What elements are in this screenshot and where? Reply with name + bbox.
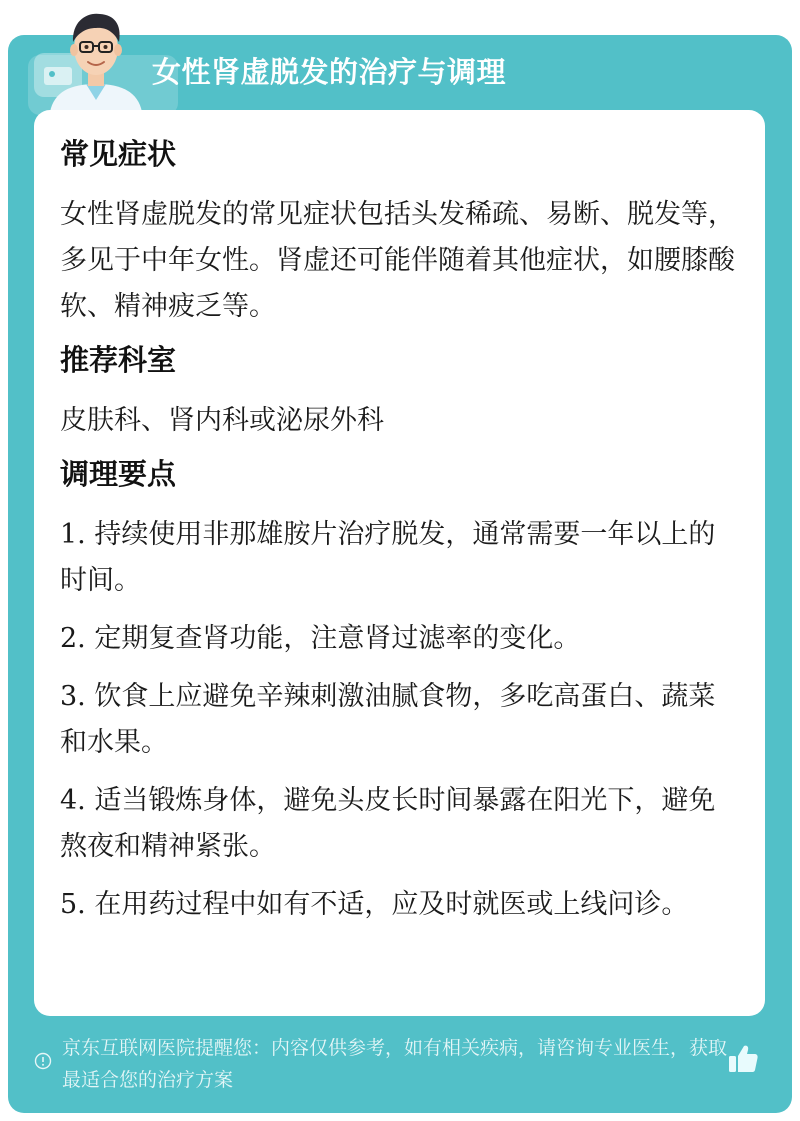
page-title: 女性肾虚脱发的治疗与调理 xyxy=(152,55,507,89)
list-item-number: 1. xyxy=(60,519,86,550)
symptoms-text: 女性肾虚脱发的常见症状包括头发稀疏、易断、脱发等，多见于中年女性。肾虚还可能伴随着其他症状，如腰膝酸软、精神疲乏等。 xyxy=(60,199,735,322)
list-item xyxy=(60,616,740,662)
info-icon xyxy=(34,1052,52,1070)
content-card xyxy=(34,110,765,1016)
list-item-number: 4. xyxy=(60,785,86,816)
list-item-number: 5. xyxy=(60,889,86,920)
list-item-text: 定期复查肾功能，注意肾过滤率的变化。 xyxy=(94,623,581,654)
department-text: 皮肤科、肾内科或泌尿外科 xyxy=(60,405,384,436)
list-item-number: 2. xyxy=(60,623,86,654)
list-item-text: 适当锻炼身体，避免头皮长时间暴露在阳光下，避免熬夜和精神紧张。 xyxy=(60,785,716,862)
list-item xyxy=(60,674,740,766)
disclaimer-text: 京东互联网医院提醒您：内容仅供参考，如有相关疾病，请咨询专业医生，获取最适合您的治疗方案 xyxy=(62,1037,728,1091)
list-item-number: 3. xyxy=(60,681,86,712)
list-item xyxy=(60,512,740,604)
doctor-avatar xyxy=(40,0,152,112)
thumbs-up-icon[interactable] xyxy=(726,1042,760,1076)
list-item-text: 在用药过程中如有不适，应及时就医或上线问诊。 xyxy=(94,889,689,920)
section-title-department: 推荐科室 xyxy=(60,343,177,377)
section-title-care-points: 调理要点 xyxy=(60,457,177,491)
content-body xyxy=(60,126,740,940)
list-item-text: 饮食上应避免辛辣刺激油腻食物，多吃高蛋白、蔬菜和水果。 xyxy=(60,681,716,758)
list-item-text: 持续使用非那雄胺片治疗脱发，通常需要一年以上的时间。 xyxy=(60,519,716,596)
list-item xyxy=(60,778,740,870)
list-item xyxy=(60,882,740,928)
section-title-symptoms: 常见症状 xyxy=(60,137,177,171)
